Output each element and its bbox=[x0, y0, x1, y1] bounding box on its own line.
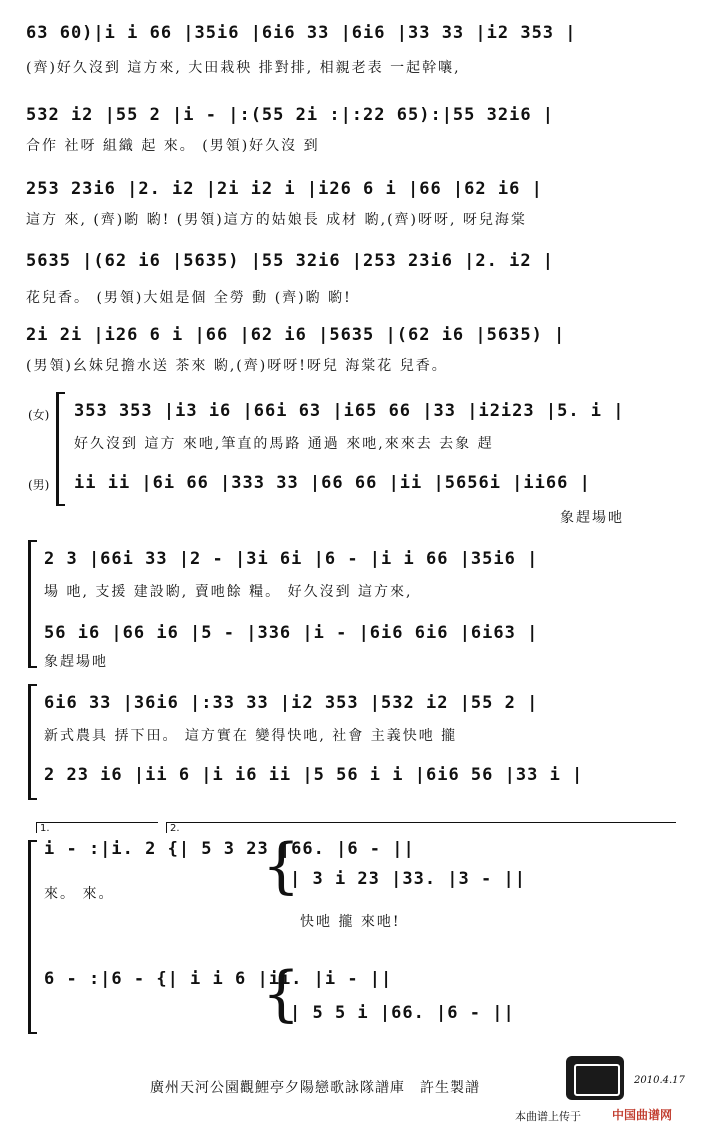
lyrics-line: 好久沒到 這方 來吔,筆直的馬路 通過 來吔,來來去 去象 趕 bbox=[74, 436, 494, 452]
notation-line: 63 60)|i i 66 |35i6 |6i6 33 |6i6 |33 33 |i2 353 | bbox=[26, 23, 577, 43]
seal-mark-icon bbox=[574, 1064, 620, 1096]
lyrics-line: 象趕場吔 bbox=[560, 510, 624, 526]
notation-line: 2i 2i |i26 6 i |66 |62 i6 |5635 |(62 i6 |5635) | bbox=[26, 325, 566, 345]
seal-stamp bbox=[566, 1056, 624, 1100]
notation-line: i - :|i. 2 {| 5 3 23 |66. |6 - || bbox=[44, 839, 415, 859]
notation-line: 6i6 33 |36i6 |:33 33 |i2 353 |532 i2 |55 2 | bbox=[44, 693, 539, 713]
lyrics-line: 場 吔, 支援 建設喲, 賣吔餘 糧。 好久沒到 這方來, bbox=[44, 584, 413, 600]
footer-date: 2010.4.17 bbox=[634, 1075, 685, 1086]
lyrics-line: 這方 來, (齊)喲 喲! (男領)這方的姑娘長 成材 喲,(齊)呀呀, 呀兒海棠 bbox=[26, 212, 527, 228]
notation-line: 2 3 |66i 33 |2 - |3i 6i |6 - |i i 66 |35i6 | bbox=[44, 549, 539, 569]
lyrics-line: 來。 來。 bbox=[44, 886, 115, 902]
lyrics-line: 快吔 攏 來吔! bbox=[300, 914, 401, 930]
footer-title: 廣州天河公園觀鯉亭夕陽戀歌詠隊譜庫 許生製譜 bbox=[150, 1080, 480, 1096]
lyrics-line: 新式農具 挵下田。 這方實在 變得快吔, 社會 主義快吔 攏 bbox=[44, 728, 458, 744]
notation-line: 2 23 i6 |ii 6 |i i6 ii |5 56 i i |6i6 56 |33 i | bbox=[44, 765, 584, 785]
second-ending: 2. bbox=[166, 822, 676, 833]
notation-line: 532 i2 |55 2 |i - |:(55 2i :|:22 65):|55 32i6 | bbox=[26, 105, 555, 125]
first-ending: 1. bbox=[36, 822, 158, 833]
upload-note: 本曲谱上传于 bbox=[515, 1110, 581, 1123]
lyrics-line bbox=[44, 790, 690, 810]
male-voice-label: (男) bbox=[28, 478, 50, 492]
brace: { bbox=[262, 959, 301, 1029]
site-logo[interactable]: 中国曲谱网 bbox=[612, 1108, 673, 1122]
notation-line: | 5 5 i |66. |6 - || bbox=[290, 1003, 515, 1023]
system-bracket bbox=[28, 540, 37, 668]
lyrics-line: 象趕場吔 bbox=[44, 654, 108, 670]
lyrics-line: (男領)幺妹兒擔水送 茶來 喲,(齊)呀呀!呀兒 海棠花 兒香。 bbox=[26, 358, 448, 374]
lyrics-line: (齊)好久沒到 這方來, 大田栽秧 排對排, 相親老表 一起幹嚷, bbox=[26, 60, 461, 76]
system-bracket bbox=[28, 684, 37, 800]
notation-line: 253 23i6 |2. i2 |2i i2 i |i26 6 i |66 |62 i6 | bbox=[26, 179, 543, 199]
lyrics-line: 合作 社呀 組織 起 來。 (男領)好久沒 到 bbox=[26, 138, 320, 154]
lyrics-line: 花兒香。 (男領)大姐是個 全勞 動 (齊)喲 喲! bbox=[26, 290, 352, 306]
notation-line: ii ii |6i 66 |333 33 |66 66 |ii |5656i |ii66 | bbox=[74, 473, 591, 493]
notation-line: 6 - :|6 - {| i i 6 |ii. |i - || bbox=[44, 969, 393, 989]
notation-line: 56 i6 |66 i6 |5 - |336 |i - |6i6 6i6 |6i63 | bbox=[44, 623, 539, 643]
female-voice-label: (女) bbox=[28, 408, 50, 422]
lyrics-line bbox=[300, 1030, 690, 1050]
system-bracket bbox=[28, 840, 37, 1034]
lyrics-line bbox=[44, 998, 244, 1018]
brace: { bbox=[262, 831, 301, 901]
system-bracket bbox=[56, 392, 65, 506]
notation-line: 353 353 |i3 i6 |66i 63 |i65 66 |33 |i2i23 |5. i | bbox=[74, 401, 625, 421]
notation-line: | 3 i 23 |33. |3 - || bbox=[290, 869, 526, 889]
notation-line: 5635 |(62 i6 |5635) |55 32i6 |253 23i6 |2. i2 | bbox=[26, 251, 555, 271]
